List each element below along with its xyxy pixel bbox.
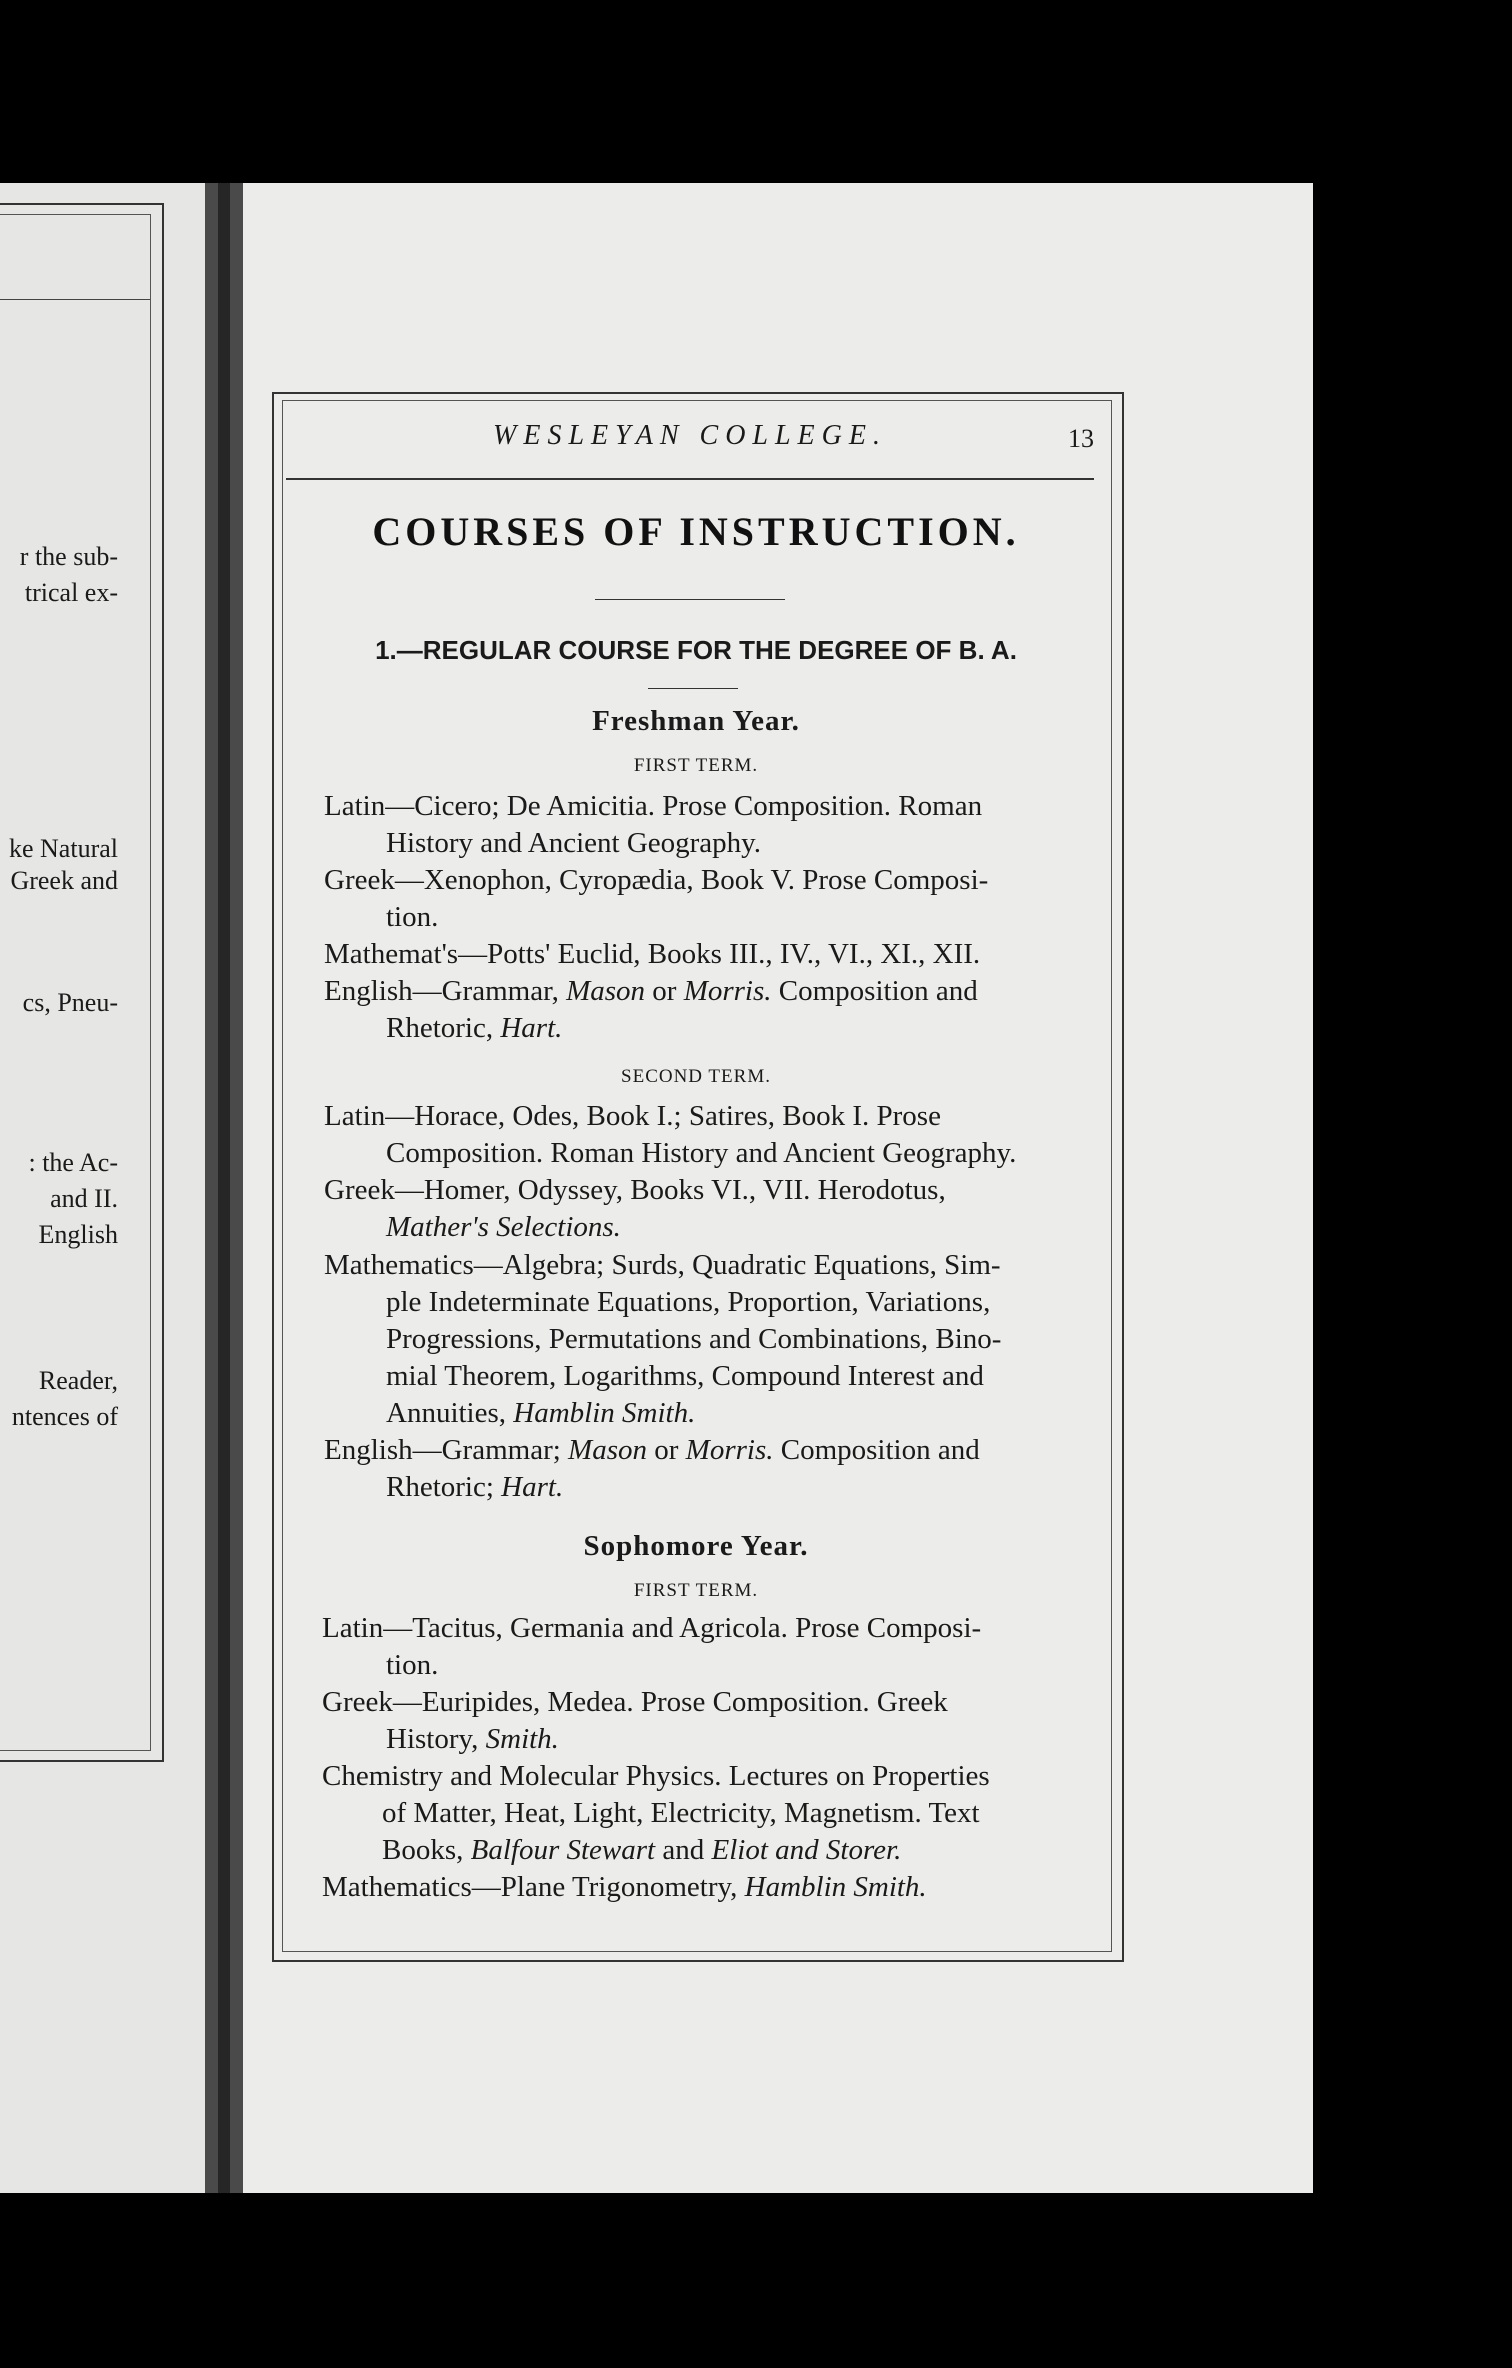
left-page-line: and II. xyxy=(50,1184,118,1213)
header-rule xyxy=(286,478,1094,480)
divider xyxy=(595,599,785,600)
left-page-line: Greek and xyxy=(10,866,118,895)
course-line: English—Grammar; Mason or Morris. Composition and xyxy=(324,1434,980,1466)
left-page-line: r the sub- xyxy=(19,542,118,571)
course-line: Mathematics—Algebra; Surds, Quadratic Equations, Sim- xyxy=(324,1249,1001,1281)
course-line: of Matter, Heat, Light, Electricity, Magnetism. Text xyxy=(382,1797,980,1829)
course-line: Mathemat's—Potts' Euclid, Books III., IV., VI., XI., XII. xyxy=(324,938,981,970)
course-line: Composition. Roman History and Ancient Geography. xyxy=(386,1137,1017,1169)
freshman-first-term-label: FIRST TERM. xyxy=(633,755,759,776)
course-line: Rhetoric, Hart. xyxy=(386,1012,563,1044)
running-header: WESLEYAN COLLEGE. xyxy=(493,420,887,451)
left-page-line: ke Natural xyxy=(8,834,118,863)
course-line: Latin—Horace, Odes, Book I.; Satires, Book I. Prose xyxy=(324,1100,941,1132)
left-page-line: trical ex- xyxy=(24,578,118,607)
section-heading: 1.—REGULAR COURSE FOR THE DEGREE OF B. A. xyxy=(375,635,1017,665)
course-line: History and Ancient Geography. xyxy=(386,827,762,859)
divider xyxy=(648,688,738,689)
course-line: ple Indeterminate Equations, Proportion, Variations, xyxy=(386,1286,991,1318)
course-line: Chemistry and Molecular Physics. Lectures on Properties xyxy=(322,1760,990,1792)
main-heading: COURSES OF INSTRUCTION. xyxy=(372,509,1020,554)
course-line: Rhetoric; Hart. xyxy=(386,1471,564,1503)
left-page-frame xyxy=(0,203,164,1762)
course-line: Progressions, Permutations and Combinations, Bino- xyxy=(386,1323,1002,1355)
freshman-second-term-label: SECOND TERM. xyxy=(621,1066,771,1087)
freshman-year-heading: Freshman Year. xyxy=(592,705,800,737)
course-line: tion. xyxy=(386,901,439,933)
sophomore-first-term-label: FIRST TERM. xyxy=(633,1580,759,1601)
left-page-line: : the Ac- xyxy=(28,1148,118,1177)
course-line: Annuities, Hamblin Smith. xyxy=(386,1397,696,1429)
course-line: Greek—Homer, Odyssey, Books VI., VII. Herodotus, xyxy=(324,1174,946,1206)
course-line: Latin—Cicero; De Amicitia. Prose Composition. Roman xyxy=(324,790,983,822)
left-page-line: Reader, xyxy=(38,1366,118,1395)
course-line: Mather's Selections. xyxy=(386,1211,621,1243)
course-line: Greek—Euripides, Medea. Prose Composition. Greek xyxy=(322,1686,948,1718)
course-line: History, Smith. xyxy=(386,1723,559,1755)
course-line: Latin—Tacitus, Germania and Agricola. Prose Composi- xyxy=(322,1612,982,1644)
page-number: 13 xyxy=(1068,424,1094,453)
course-line: Books, Balfour Stewart and Eliot and Storer. xyxy=(382,1834,902,1866)
course-line: mial Theorem, Logarithms, Compound Interest and xyxy=(386,1360,984,1392)
left-page-line: English xyxy=(38,1220,118,1249)
left-page-line: cs, Pneu- xyxy=(22,988,118,1017)
sophomore-year-heading: Sophomore Year. xyxy=(583,1530,809,1562)
course-line: Mathematics—Plane Trigonometry, Hamblin Smith. xyxy=(322,1871,927,1903)
course-line: Greek—Xenophon, Cyropædia, Book V. Prose Composi- xyxy=(324,864,989,896)
left-page-line: ntences of xyxy=(11,1402,118,1431)
course-line: English—Grammar, Mason or Morris. Composition and xyxy=(324,975,978,1007)
course-line: tion. xyxy=(386,1649,439,1681)
